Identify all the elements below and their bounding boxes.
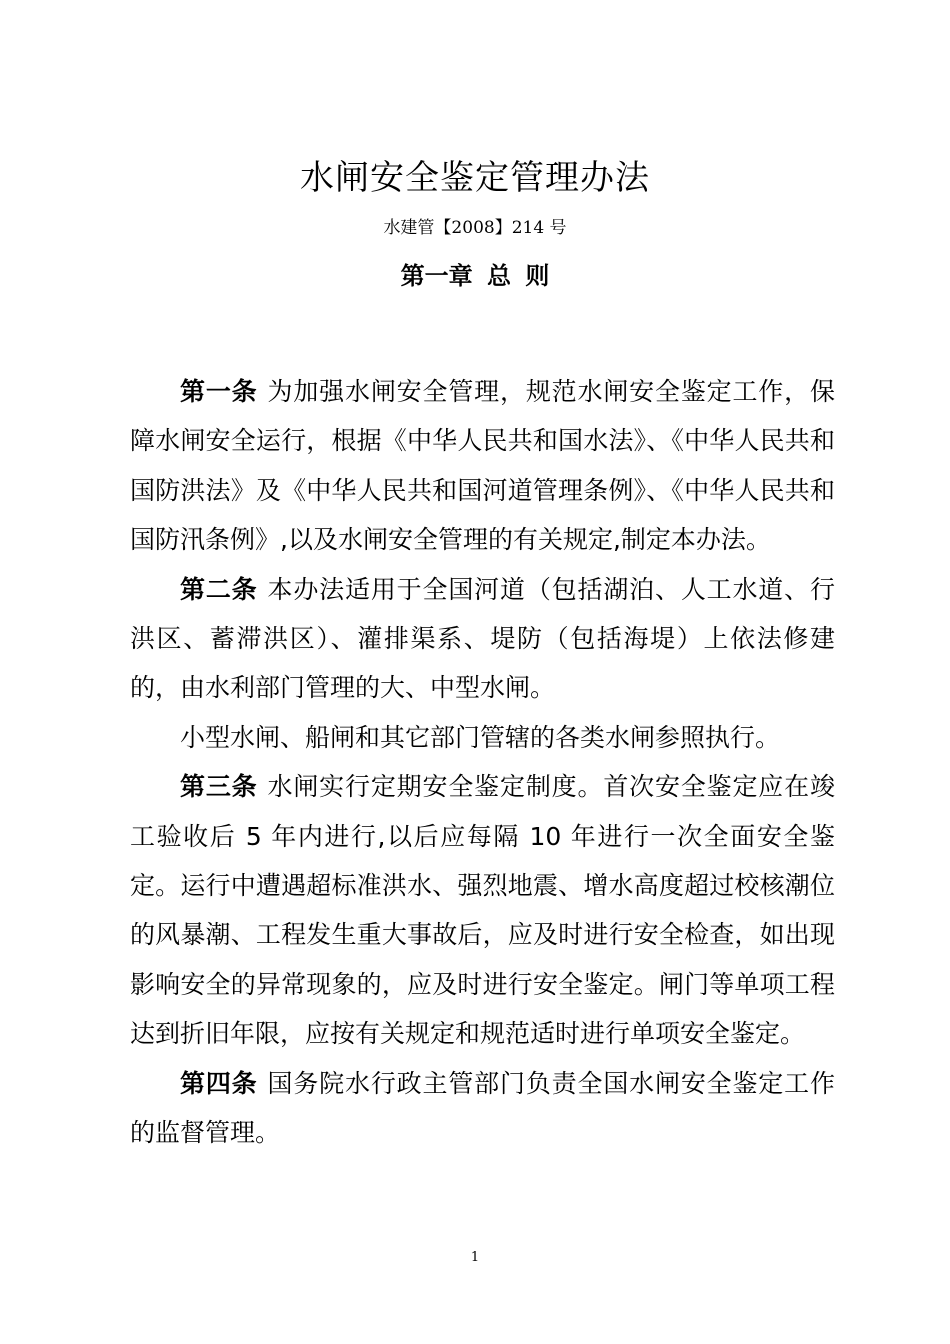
document-body bbox=[130, 367, 835, 1158]
article-2 bbox=[130, 565, 835, 713]
article-label: 第三条 bbox=[180, 772, 258, 802]
article-2-supplement bbox=[130, 713, 835, 762]
article-4 bbox=[130, 1059, 835, 1158]
document-title: 水闸安全鉴定管理办法 bbox=[300, 158, 650, 198]
article-text: 本办法适用于全国河道（包括湖泊、人工水道、行洪区、蓄滞洪区）、灌排渠系、堤防（包括海堤）上依法修建的，由水利部门管理的大、中型水闸。 bbox=[130, 574, 835, 703]
article-label: 第二条 bbox=[180, 574, 258, 604]
page-number: 1 bbox=[470, 1250, 480, 1265]
article-text: 为加强水闸安全管理，规范水闸安全鉴定工作，保障水闸安全运行，根据《中华人民共和国水法》、《中华人民共和国防洪法》及《中华人民共和国河道管理条例》、《中华人民共和国防汛条例》,以及水闸安全管理的有关规定,制定本办法。 bbox=[130, 377, 835, 555]
article-label: 第四条 bbox=[180, 1068, 258, 1098]
article-text: 水闸实行定期安全鉴定制度。首次安全鉴定应在竣工验收后 5 年内进行,以后应每隔 10 年进行一次全面安全鉴定。运行中遭遇超标准洪水、强烈地震、增水高度超过校核潮位的风暴潮、工程发生重大事故后，应及时进行安全检查，如出现影响安全的异常现象的，应及时进行安全鉴定。闸门等单项工程达到折旧年限，应按有关规定和规范适时进行单项安全鉴定。 bbox=[130, 772, 835, 1049]
article-text: 国务院水行政主管部门负责全国水闸安全鉴定工作的监督管理。 bbox=[130, 1068, 835, 1148]
document-number: 水建管【2008】214 号 bbox=[383, 218, 567, 238]
article-label: 第一条 bbox=[180, 377, 258, 406]
chapter-heading: 第一章 总 则 bbox=[400, 262, 550, 290]
paragraph-text: 小型水闸、船闸和其它部门管辖的各类水闸参照执行。 bbox=[180, 722, 781, 752]
article-3 bbox=[130, 762, 835, 1058]
article-1 bbox=[130, 367, 835, 565]
